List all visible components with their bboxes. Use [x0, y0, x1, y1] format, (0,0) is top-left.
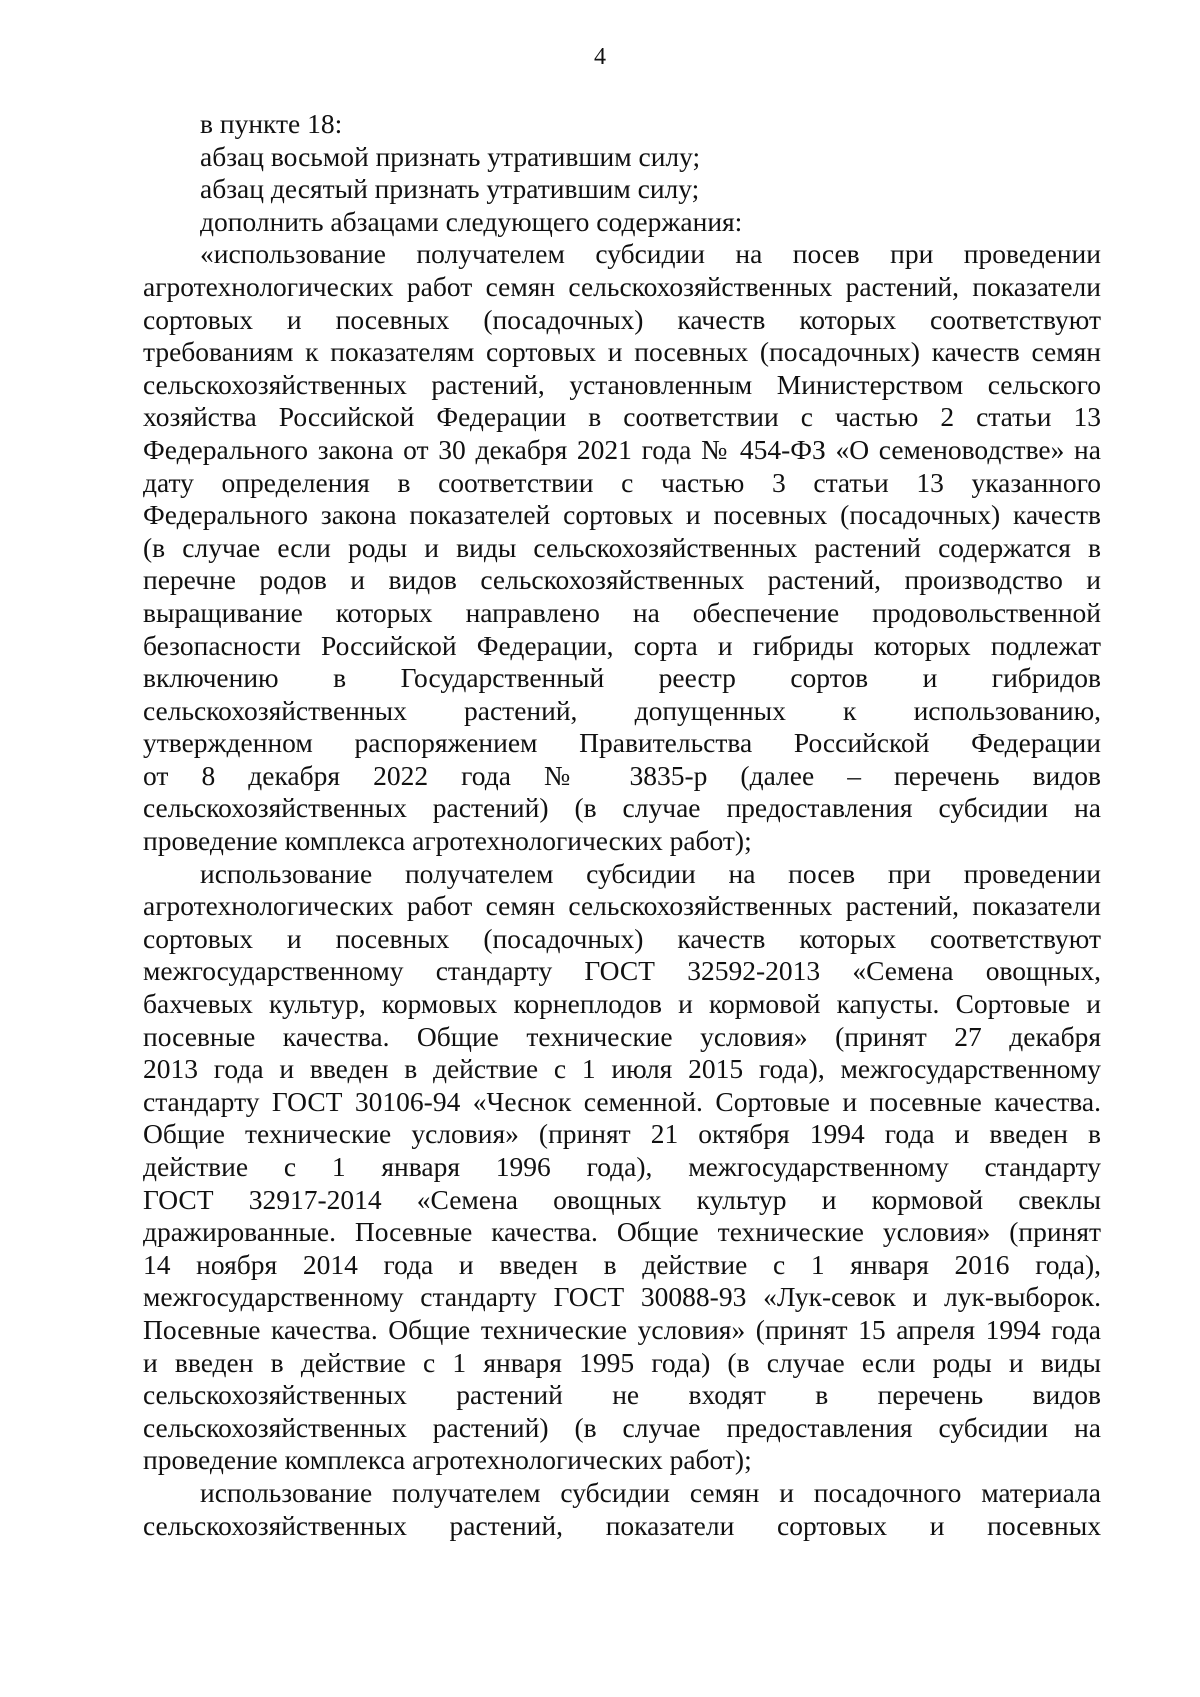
text-line: сельскохозяйственных растений не входят в перечень видов — [143, 1379, 1101, 1411]
text-line: Федерального закона от 30 декабря 2021 года № 454-ФЗ «О семеноводстве» на — [143, 433, 1101, 465]
text-line: посевные качества. Общие технические условия» (принят 27 декабря — [143, 1020, 1101, 1052]
text-line: сельскохозяйственных растений) (в случае предоставления субсидии на — [143, 792, 1101, 824]
text-line: стандарту ГОСТ 30106-94 «Чеснок семенной. Сортовые и посевные качества. — [143, 1085, 1101, 1117]
text-line: 14 ноября 2014 года и введен в действие с 1 января 2016 года), — [143, 1248, 1101, 1280]
text-line: проведение комплекса агротехнологических работ); — [143, 1444, 752, 1476]
text-line: сортовых и посевных (посадочных) качеств которых соответствуют — [143, 303, 1101, 335]
text-line: от 8 декабря 2022 года № 3835-р (далее – перечень видов — [143, 759, 1101, 791]
text-line: включению в Государственный реестр сортов и гибридов — [143, 662, 1101, 694]
text-line: сельскохозяйственных растений, допущенных к использованию, — [143, 694, 1101, 726]
text-line: агротехнологических работ семян сельскохозяйственных растений, показатели — [143, 270, 1101, 302]
text-line: сортовых и посевных (посадочных) качеств которых соответствуют — [143, 922, 1101, 954]
text-line: дражированные. Посевные качества. Общие технические условия» (принят — [143, 1216, 1101, 1248]
text-line: межгосударственному стандарту ГОСТ 30088-93 «Лук-севок и лук-выборок. — [143, 1281, 1101, 1313]
text-line: перечне родов и видов сельскохозяйственных растений, производство и — [143, 564, 1101, 596]
text-line: действие с 1 января 1996 года), межгосударственному стандарту — [143, 1151, 1101, 1182]
text-line: абзац восьмой признать утратившим силу; — [200, 140, 701, 172]
text-line: абзац десятый признать утратившим силу; — [200, 173, 700, 205]
text-line: хозяйства Российской Федерации в соответствии с частью 2 статьи 13 — [143, 401, 1101, 433]
text-line: сельскохозяйственных растений) (в случае предоставления субсидии на — [143, 1411, 1101, 1443]
text-line: межгосударственному стандарту ГОСТ 32592-2013 «Семена овощных, — [143, 955, 1101, 987]
text-line: в пункте 18: — [200, 108, 343, 139]
text-line: Посевные качества. Общие технические условия» (принят 15 апреля 1994 года — [143, 1313, 1101, 1345]
text-line: безопасности Российской Федерации, сорта и гибриды которых подлежат — [143, 629, 1101, 661]
page-number: 4 — [594, 44, 606, 70]
text-line: утвержденном распоряжением Правительства Российской Федерации — [143, 727, 1101, 759]
text-line: ГОСТ 32917-2014 «Семена овощных культур и кормовой свеклы — [143, 1183, 1101, 1215]
text-line: «использование получателем субсидии на посев при проведении — [200, 238, 1101, 270]
text-line: агротехнологических работ семян сельскохозяйственных растений, показатели — [143, 890, 1101, 922]
text-line: Федерального закона показателей сортовых и посевных (посадочных) качеств — [143, 499, 1101, 531]
text-line: бахчевых культур, кормовых корнеплодов и кормовой капусты. Сортовые и — [143, 988, 1101, 1020]
text-line: 2013 года и введен в действие с 1 июля 2015 года), межгосударственному — [143, 1053, 1101, 1085]
text-line: дату определения в соответствии с частью 3 статьи 13 указанного — [143, 466, 1101, 498]
text-line: дополнить абзацами следующего содержания: — [200, 205, 743, 237]
text-line: и введен в действие с 1 января 1995 года) (в случае если роды и виды — [143, 1346, 1101, 1378]
text-line: (в случае если роды и виды сельскохозяйственных растений содержатся в — [143, 531, 1101, 563]
document-body — [143, 108, 1101, 1542]
text-line: сельскохозяйственных растений, показатели сортовых и посевных — [143, 1509, 1101, 1541]
text-line: использование получателем субсидии на посев при проведении — [200, 857, 1101, 889]
text-line: использование получателем субсидии семян и посадочного материала — [200, 1476, 1101, 1508]
text-line: выращивание которых направлено на обеспечение продовольственной — [143, 596, 1101, 628]
text-line: требованиям к показателям сортовых и посевных (посадочных) качеств семян — [143, 336, 1101, 368]
text-line: сельскохозяйственных растений, установленным Министерством сельского — [143, 368, 1101, 400]
text-line: Общие технические условия» (принят 21 октября 1994 года и введен в — [143, 1118, 1101, 1150]
text-line: проведение комплекса агротехнологических работ); — [143, 825, 752, 857]
